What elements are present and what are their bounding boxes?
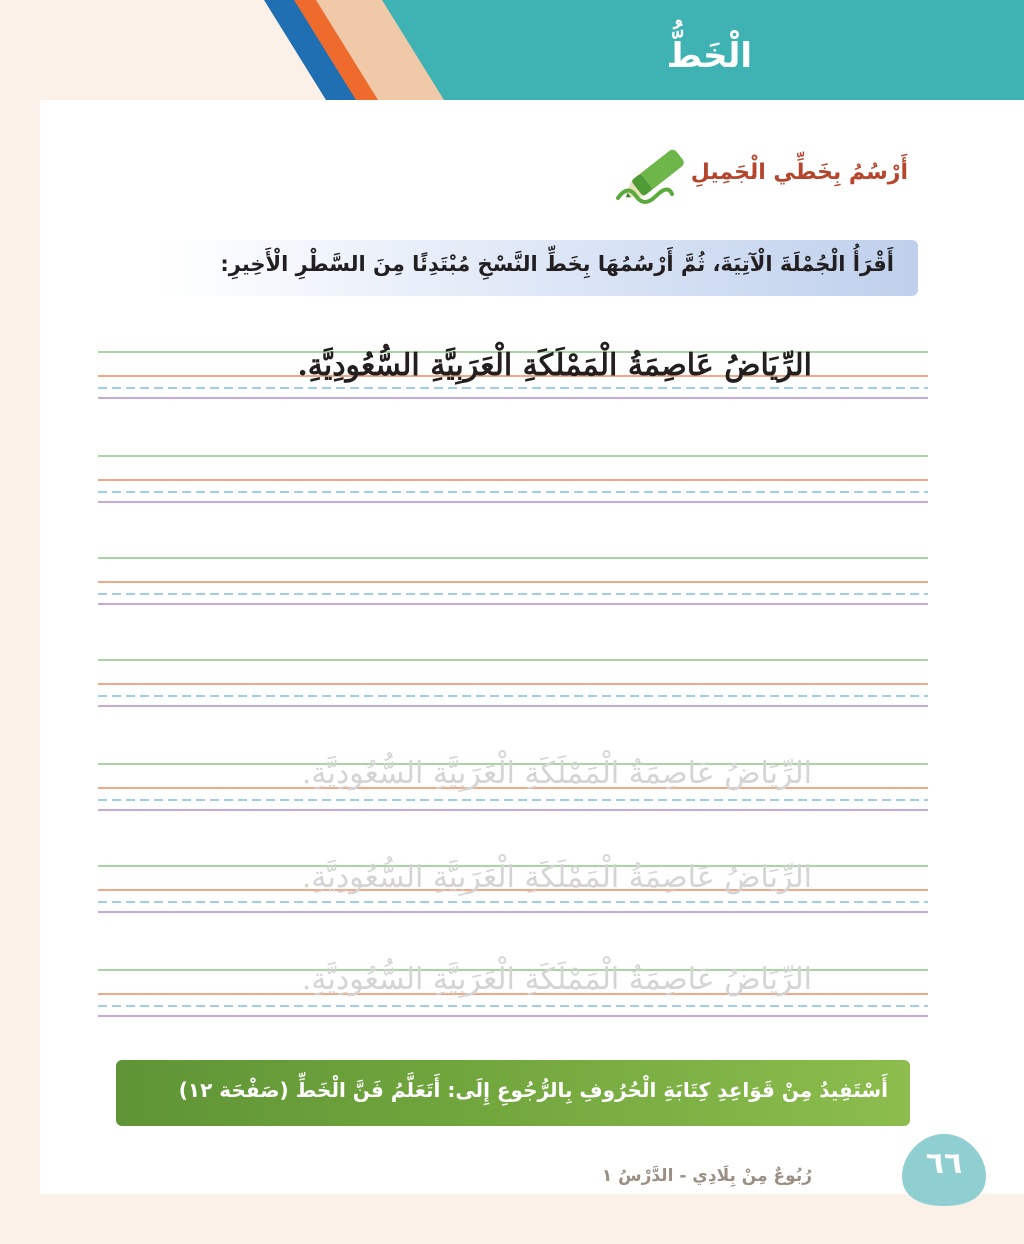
trace-sentence-2: الرِّيَاضُ عَاصِمَةُ الْمَمْلَكَةِ الْعَرَبِيَّةِ السُّعُودِيَّةِ.: [301, 860, 812, 895]
model-sentence: الرِّيَاضُ عَاصِمَةُ الْمَمْلَكَةِ الْعَرَبِيَّةِ السُّعُودِيَّةِ.: [297, 348, 812, 383]
tip-text: أَسْتَفِيدُ مِنْ قَوَاعِدِ كِتَابَةِ الْحُرُوفِ بِالرُّجُوعِ إِلَى: أَتَعَلَّمُ فَنَّ الْخَطِّ (صَفْحَة ١٢): [178, 1078, 888, 1102]
section-subtitle: أَرْسُمُ بِخَطِّي الْجَمِيلِ: [690, 160, 908, 185]
line-group-2: [98, 456, 928, 502]
instruction-text: أَقْرَأُ الْجُمْلَةَ الْآتِيَةَ، ثُمَّ أَرْسُمُهَا بِخَطِّ النَّسْخِ مُبْتَدِئًا مِنَ السَّطْرِ الْأَخِيرِ:: [220, 252, 894, 276]
footer-unit-text: رُبُوعٌ مِنْ بِلَادِي - الدَّرْسُ ١: [601, 1166, 812, 1186]
page-title: الْخَطُّ: [666, 36, 752, 76]
trace-sentence-1: الرِّيَاضُ عَاصِمَةُ الْمَمْلَكَةِ الْعَرَبِيَّةِ السُّعُودِيَّةِ.: [301, 756, 812, 791]
line-group-4: [98, 660, 928, 706]
trace-sentence-3: الرِّيَاضُ عَاصِمَةُ الْمَمْلَكَةِ الْعَرَبِيَّةِ السُّعُودِيَّةِ.: [301, 962, 812, 997]
tip-box: [116, 1060, 910, 1126]
line-group-3: [98, 558, 928, 604]
page-number: ٦٦: [925, 1146, 963, 1181]
